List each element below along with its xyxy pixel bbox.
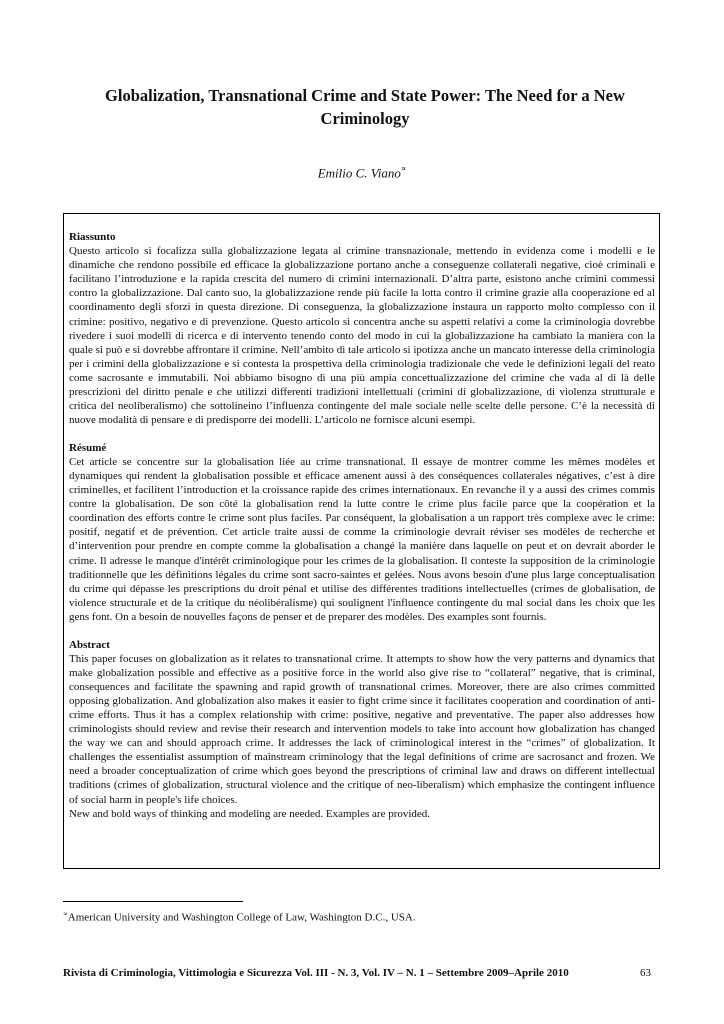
section-text: Cet article se concentre sur la globalisation liée au crime transnational. Il essaye de montrer comme les mêmes modèles et dynamiques qui rendent la globalisation possible et efficace amenent aussi à des conséquences collaterales négatives, c’est à dire criminelles, et facilitent l’introduction et la croissance rapide des crimes internationaux. En revanche il y a aussi des crimes commis contre la globalisation. De son côté la globalisation rend la lutte contre le crime plus facile parce que la coopération et la coordination des efforts contre le crime sont plus faciles. Par conséquent, la globalisation a un rapport très complexe avec le crime: positif, negatif et de prévention. Cet article traite aussi de comme la criminologie devrait réviser ses modèles de recherche et d’intervention pour prendre en compte comme la globalisation a changé la manière dans laquelle on peut et on devrait aborder le crime. Il adresse le manque d'intérêt criminologique pour les crimes de la globalisation. Il conteste la supposition de la criminologie traditionnelle que les définitions légales du crime sont sacro-saintes et gelées. Nous avons besoin d'une plus large conceptualisation du crime qui dépasse les prescriptions du droit pénal et utilise des différentes traditions intellectuelles (crimes de globalisation, de violence structurale et de la critique du néolibéralisme) qui soulignent l'influence contingente du mal social dans les choix que les gens font. On a besoin de nouvelles façons de penser et de preparer des modèles. Des examples sont fournis. (69, 455, 655, 623)
footnote-text: American University and Washington College of Law, Washington D.C., USA. (67, 911, 416, 924)
footnote-divider (63, 901, 243, 902)
author-line (0, 165, 724, 181)
page-number: 63 (640, 967, 651, 979)
abstract-box (63, 213, 660, 869)
section-heading: Riassunto (69, 231, 116, 243)
section-riassunto (69, 230, 655, 427)
section-text: Questo articolo si focalizza sulla globalizzazione legata al crimine transnazionale, mettendo in evidenza come i modelli e le dinamiche che rendono possibile ed efficace la globalizzazione portano anche a conseguenze collaterali negative, cioè criminali e facilitano l’introduzione e la rapida crescita del numero di crimini internazionali. D’altra parte, esistono anche crimini commessi contro la globalizzazione. Dal canto suo, la globalizzazione rende più facile la lotta contro il crimine grazie alla cooperazione ed al coordinamento degli sforzi in questa direzione. Di conseguenza, la globalizzazione instaura un rapporto molto complesso con il crimine: positivo, negativo e di prevenzione. Questo articolo si concentra anche su aspetti relativi a come la criminologia dovrebbe rivedere i suoi modelli di ricerca e di intervento tenendo conto del modo in cui la globalizzazione ha cambiato la maniera con la quale si può e si dovrebbe affrontare il crimine. Nell’ambito di tale articolo si ipotizza anche un mancato interesse della criminologia per i crimini della globalizzazione e si contesta la prospettiva della criminologia tradizionale che vede le definizioni legali del reato come sacrosante e immutabili. Noi abbiamo bisogno di una più ampia concettualizzazione del crimine che vada al di là delle prescrizioni del diritto penale e che utilizzi differenti tradizioni intellettuali (crimini di globalizzazione, di violenza strutturale e critica del neoliberalismo) che sottolineino l’influenza contingente del male sociale nelle scelte delle persone. C’è la necessità di nuove modalità di pensare e di predisporre dei modelli. L’articolo ne fornisce alcuni esempi. (69, 245, 655, 427)
author-name: Emilio C. Viano (317, 165, 401, 181)
footnote-mark: ∝ (63, 910, 68, 918)
section-abstract (69, 638, 655, 821)
paper-title: Globalization, Transnational Crime and State Power: The Need for a New Criminology (105, 86, 625, 128)
author-note-mark: ∝ (400, 164, 407, 173)
section-resume (69, 441, 655, 624)
section-heading: Résumé (69, 441, 107, 454)
section-text-closing: New and bold ways of thinking and modeling are needed. Examples are provided. (69, 807, 431, 820)
journal-footer: Rivista di Criminologia, Vittimologia e Sicurezza Vol. III - N. 3, Vol. IV – N. 1 – Settembre 2009–Aprile 2010 (63, 967, 569, 979)
footnote (63, 910, 416, 924)
section-text: This paper focuses on globalization as it relates to transnational crime. It attempts to show how the very patterns and dynamics that make globalization possible and effective as a positive force in the world also give rise to “collateral” negative, that is criminal, consequences and facilitate the spawning and rapid growth of transnational crimes. Moreover, there are also crimes committed opposing globalization. And globalization also makes it easier to fight crime since it facilitates cooperation and coordination of anti-crime efforts. Thus it has a complex relationship with crime: positive, negative and preventative. The paper also addresses how criminologists should review and revise their research and intervention models to take into account how globalization has changed the way we can and should approach crime. It addresses the lack of criminological interest in the “crimes” of globalization. It challenges the essentialist assumption of mainstream criminology that the legal definitions of crime are sacrosanct and frozen. We need a broader conceptualization of crime which goes beyond the prescriptions of criminal law and draws on different intellectual traditions (crimes of globalization, structural violence and the critique of neo-liberalism) which emphasize the contingent influence of social harm in people's life choices. (69, 652, 655, 806)
section-heading: Abstract (69, 638, 110, 651)
